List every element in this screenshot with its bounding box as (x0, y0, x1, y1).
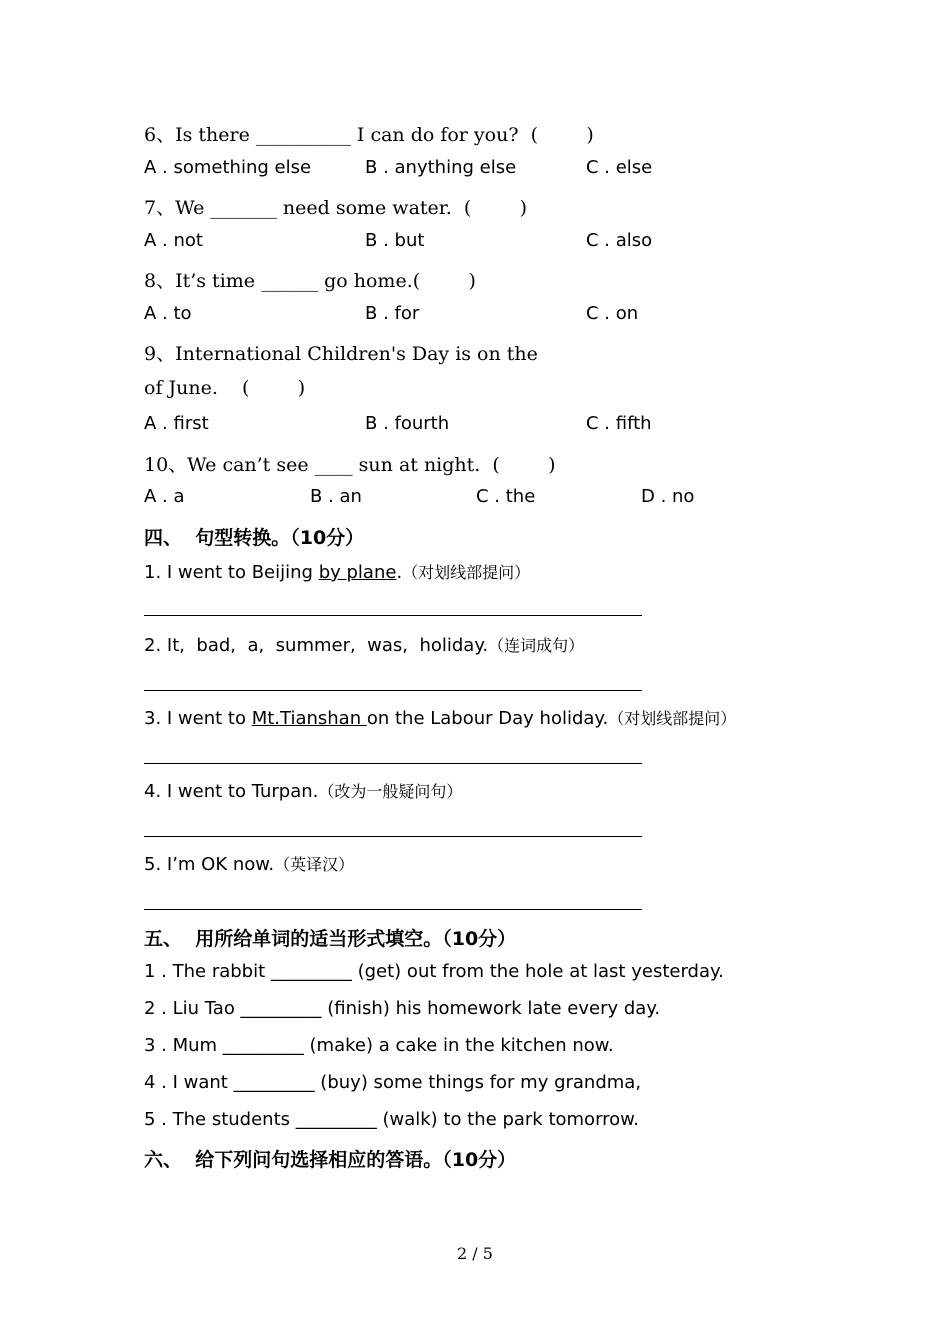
option-6b: B . anything else (365, 157, 517, 178)
answer-line-5[interactable] (144, 909, 642, 910)
option-7a: A . not (144, 230, 203, 251)
option-10d: D . no (641, 486, 695, 507)
option-9c: C . fifth (586, 413, 652, 434)
answer-line-3[interactable] (144, 763, 642, 764)
answer-line-1[interactable] (144, 615, 642, 616)
answer-line-2[interactable] (144, 690, 642, 691)
option-8c: C . on (586, 303, 639, 324)
question-10: 10、We can’t see ____ sun at night. ( ) (144, 454, 556, 476)
fill-item-4: 4 . I want _________ (buy) some things for my grandma, (144, 1072, 642, 1093)
question-9-cont: of June. ( ) (144, 377, 306, 399)
transform-item-2: 2. It, bad, a, summer, was, holiday.（连词成句） (144, 635, 585, 656)
transform-item-5: 5. I’m OK now.（英译汉） (144, 854, 355, 875)
option-9b: B . fourth (365, 413, 450, 434)
option-7b: B . but (365, 230, 425, 251)
section-6-heading: 六、 给下列问句选择相应的答语。（10分） (144, 1149, 517, 1171)
option-7c: C . also (586, 230, 653, 251)
transform-item-4: 4. I went to Turpan.（改为一般疑问句） (144, 781, 463, 802)
option-8a: A . to (144, 303, 192, 324)
page-number: 2 / 5 (457, 1244, 493, 1263)
option-10b: B . an (310, 486, 362, 507)
question-6: 6、Is there __________ I can do for you? ( ) (144, 124, 594, 146)
option-9a: A . first (144, 413, 209, 434)
option-6c: C . else (586, 157, 653, 178)
section-5-heading: 五、 用所给单词的适当形式填空。（10分） (144, 928, 517, 950)
fill-item-5: 5 . The students _________ (walk) to the park tomorrow. (144, 1109, 639, 1130)
transform-item-3: 3. I went to Mt.Tianshan on the Labour Day holiday.（对划线部提问） (144, 708, 737, 729)
fill-item-2: 2 . Liu Tao _________ (finish) his homework late every day. (144, 998, 661, 1019)
question-7: 7、We _______ need some water. ( ) (144, 197, 528, 219)
question-9: 9、International Children's Day is on the (144, 343, 538, 365)
option-8b: B . for (365, 303, 420, 324)
fill-item-1: 1 . The rabbit _________ (get) out from the hole at last yesterday. (144, 961, 724, 982)
option-10a: A . a (144, 486, 185, 507)
transform-item-1: 1. I went to Beijing by plane.（对划线部提问） (144, 562, 531, 583)
answer-line-4[interactable] (144, 836, 642, 837)
section-4-heading: 四、 句型转换。（10分） (144, 527, 365, 549)
question-8: 8、It’s time ______ go home.( ) (144, 270, 476, 292)
fill-item-3: 3 . Mum _________ (make) a cake in the kitchen now. (144, 1035, 614, 1056)
option-6a: A . something else (144, 157, 312, 178)
option-10c: C . the (476, 486, 536, 507)
